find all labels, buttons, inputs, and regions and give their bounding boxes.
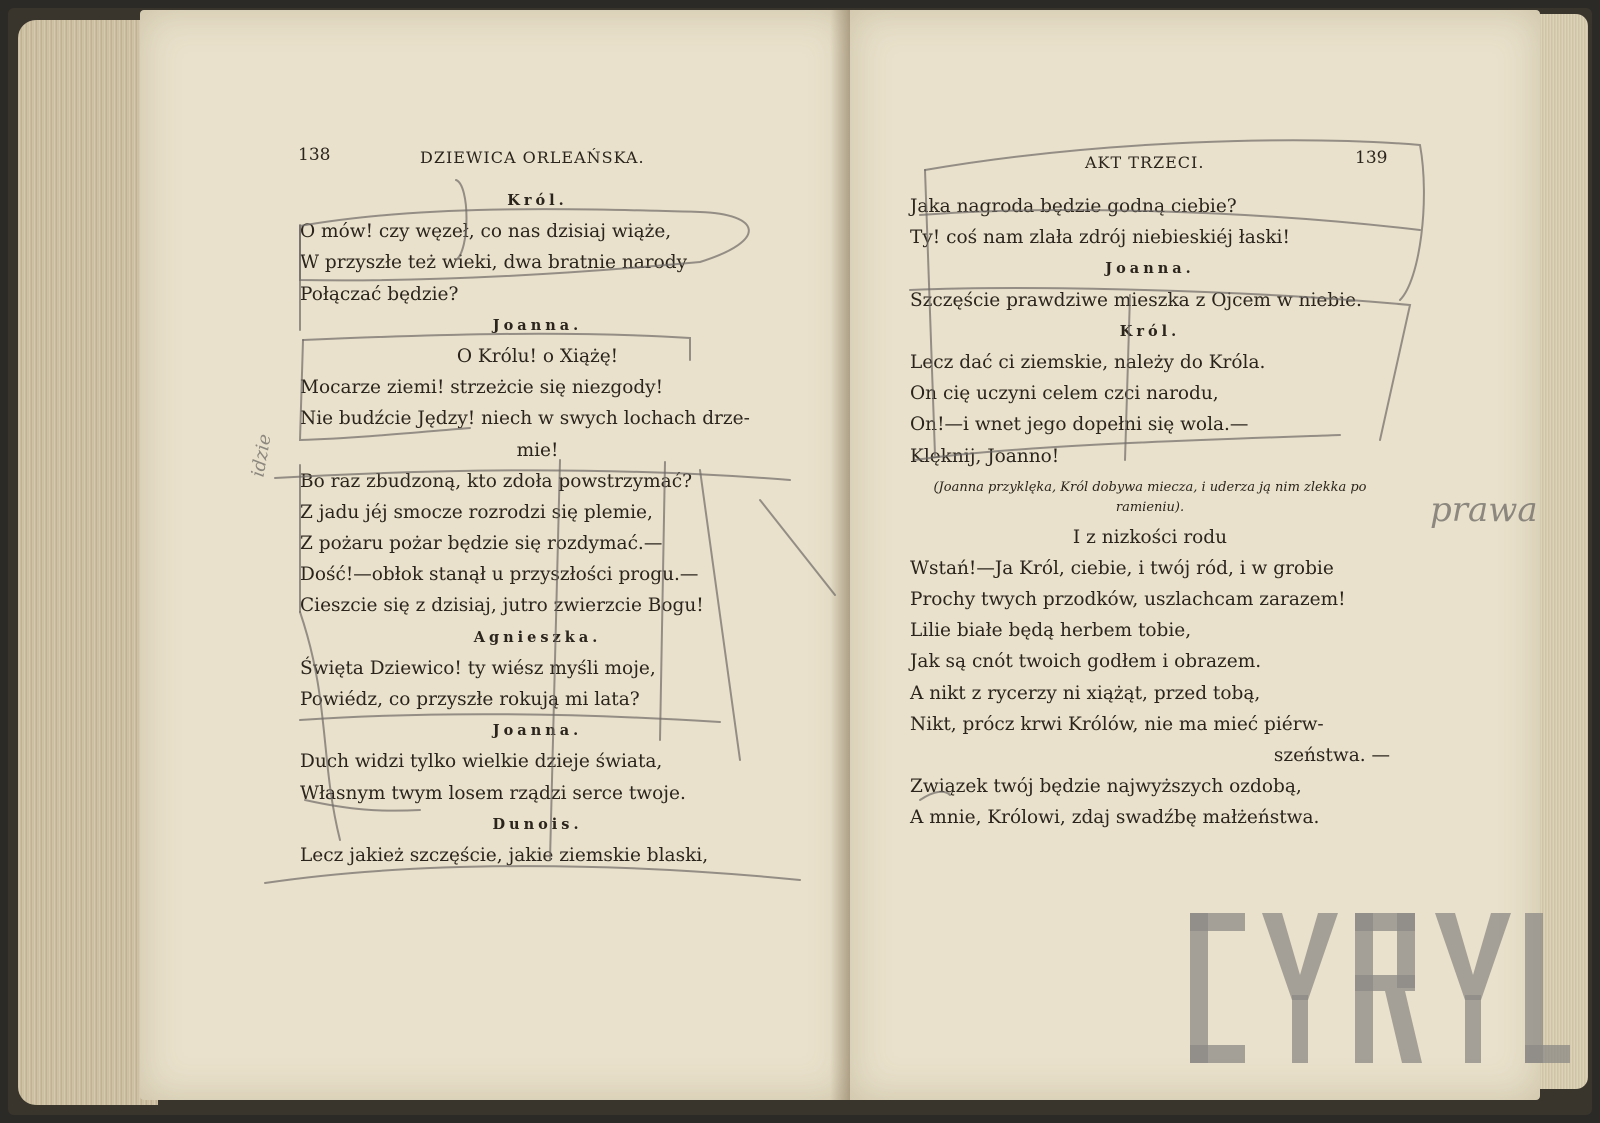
left-margin-note: idzie — [247, 432, 276, 479]
left-text-block — [300, 185, 775, 871]
verse-line: Szczęście prawdziwe mieszka z Ojcem w niebie. — [910, 289, 1362, 311]
verse-line: Święta Dziewico! ty wiész myśli moje, — [300, 657, 656, 679]
right-margin-note: prawa — [1430, 490, 1538, 530]
cyryl-watermark-logo — [1190, 905, 1570, 1070]
verse-line: szeństwa. — — [1273, 745, 1390, 766]
speaker-name: Joanna. — [492, 316, 583, 334]
speaker-name: Joanna. — [1105, 260, 1195, 278]
verse-line: Nikt, prócz krwi Królów, nie ma mieć piérw- — [910, 713, 1324, 735]
verse-line: A nikt z rycerzy ni xiążąt, przed tobą, — [910, 682, 1261, 704]
verse-line: I z nizkości rodu — [1072, 526, 1228, 548]
verse-line: On cię uczyni celem czci narodu, — [910, 383, 1219, 405]
verse-line: O Królu! o Xiążę! — [456, 345, 619, 367]
verse-line: Mocarze ziemi! strzeżcie się niezgody! — [300, 377, 664, 399]
verse-line: Jak są cnót twoich godłem i obrazem. — [910, 651, 1262, 673]
verse-line: Prochy twych przodków, uszlachcam zarazem! — [910, 589, 1346, 611]
verse-line: Jaka nagroda będzie godną ciebie? — [910, 196, 1237, 217]
speaker-name: Joanna. — [492, 722, 583, 740]
verse-line: Lecz dać ci ziemskie, należy do Króla. — [910, 351, 1266, 373]
verse-line: Z pożaru pożar będzie się rozdymać.— — [300, 533, 663, 555]
verse-line: W przyszłe też wieki, dwa bratnie narody — [300, 252, 688, 274]
right-running-head: AKT TRZECI. — [1085, 153, 1205, 172]
verse-line: Cieszcie się z dzisiaj, jutro zwierzcie Bogu! — [300, 595, 704, 617]
verse-line: Dość!—obłok stanął u przyszłości progu.— — [300, 564, 699, 586]
page-edges-left — [18, 20, 158, 1105]
verse-line: On!—i wnet jego dopełni się wola.— — [910, 414, 1249, 436]
speaker-name: Dunois. — [492, 815, 583, 833]
verse-line: A mnie, Królowi, zdaj swadźbę małżeństwa. — [910, 807, 1320, 829]
speaker-name: Król. — [507, 192, 568, 209]
verse-line: Bo raz zbudzoną, kto zdoła powstrzymać? — [300, 470, 692, 492]
verse-line: Duch widzi tylko wielkie dzieje świata, — [300, 751, 663, 773]
verse-line: Klęknij, Joanno! — [910, 445, 1060, 467]
verse-line: Z jadu jéj smocze rozrodzi się plemie, — [300, 501, 653, 523]
left-page — [140, 10, 850, 1100]
verse-line: Własnym twym losem rządzi serce twoje. — [300, 782, 686, 804]
speaker-name: Agnieszka. — [473, 628, 602, 646]
verse-line: O mów! czy węzeł, co nas dzisiaj wiąże, — [300, 221, 672, 243]
speaker-name: Król. — [1119, 322, 1181, 340]
left-running-head: DZIEWICA ORLEAŃSKA. — [420, 148, 645, 167]
verse-line: Nie budźcie Jędzy! niech w swych lochach drze- — [300, 408, 750, 430]
verse-line: Związek twój będzie najwyższych ozdobą, — [910, 776, 1302, 798]
right-text-block — [910, 191, 1390, 834]
verse-line: Połączać będzie? — [300, 283, 459, 305]
verse-line: Wstań!—Ja Król, ciebie, i twój ród, i w grobie — [910, 557, 1334, 579]
stage-direction: (Joanna przyklęka, Król dobywa miecza, i uderza ją nim zlekka po ramieniu). — [933, 479, 1367, 515]
verse-line: Ty! coś nam zlała zdrój niebieskiéj łaski! — [910, 227, 1290, 249]
verse-line: Powiédz, co przyszłe rokują mi lata? — [300, 689, 640, 710]
verse-line: Lilie białe będą herbem tobie, — [910, 620, 1192, 642]
right-page-number: 139 — [1355, 148, 1388, 168]
left-page-number: 138 — [298, 145, 331, 165]
verse-line: Lecz jakież szczęście, jakie ziemskie blaski, — [300, 844, 709, 866]
verse-line: mie! — [516, 439, 559, 461]
